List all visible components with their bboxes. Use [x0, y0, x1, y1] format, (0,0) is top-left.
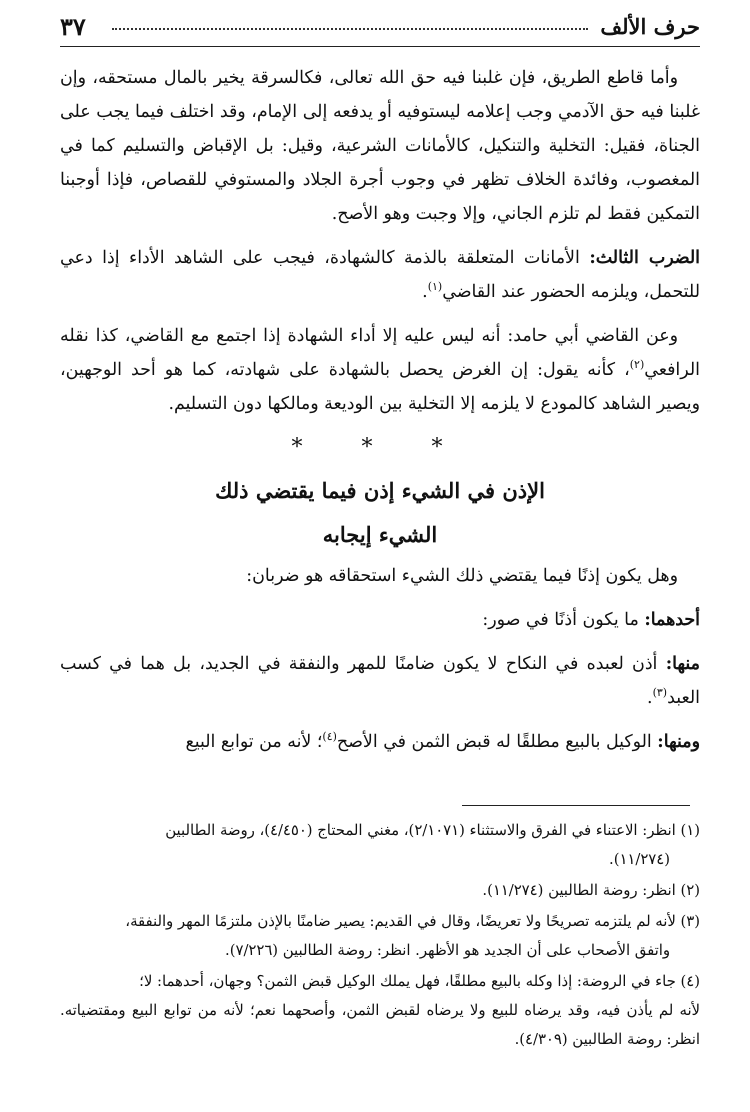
paragraph	[60, 319, 700, 421]
paragraph-text: أذن لعبده في النكاح لا يكون ضامنًا للمهر والنفقة في الجديد، بل هما في كسب العبد	[60, 654, 700, 708]
paragraph-text: وعن القاضي أبي حامد: أنه ليس عليه إلا أداء الشهادة إذا اجتمع مع القاضي، كذا نقله الرافعي	[60, 326, 700, 380]
footnote	[60, 816, 700, 874]
footnote-text: لأنه لم يأذن فيه، وقد يرضاه للبيع ولا يرضاه لقبض الثمن، وأصحهما نعم؛ لأنه من توابع البيع ومقتضياته. انظر: روضة الطالبين (٤/٣٠٩).	[60, 1002, 701, 1048]
chapter-title: حرف الألف	[600, 14, 700, 39]
paragraph-text: ما يكون أذنًا في صور:	[482, 610, 639, 630]
paragraph	[60, 725, 700, 759]
paragraph-text: ، كأنه يقول: إن الغرض يحصل بالشهادة على شهادته، كما هو أحد الوجهين، ويصير الشاهد كالمودع لا يلزمه إلا التخلية بين الوديعة ومالكها دون التسليم.	[60, 360, 700, 414]
footnote-ref[interactable]: (١)	[427, 280, 443, 294]
page-header	[60, 12, 700, 47]
footnote-text: (١١/٢٧٤).	[609, 851, 670, 868]
footnote	[60, 876, 700, 905]
paragraph: وهل يكون إذنًا فيما يقتضي ذلك الشيء استحقاقه هو ضربان:	[246, 566, 678, 586]
section-heading: الشيء إيجابه	[322, 522, 438, 547]
header-leader-dots	[112, 28, 588, 30]
section-divider-stars: * * *	[291, 435, 469, 460]
footnote-number: (٢)	[680, 882, 700, 899]
paragraph-end: .	[422, 282, 428, 302]
section-heading: الإذن في الشيء إذن فيما يقتضي ذلك	[215, 478, 545, 503]
footnotes	[60, 816, 700, 1056]
footnote-separator	[462, 805, 690, 806]
paragraph-text: الوكيل بالبيع مطلقًا له قبض الثمن في الأصح	[336, 732, 652, 752]
footnote-ref[interactable]: (٢)	[629, 358, 645, 372]
footnote-text: واتفق الأصحاب على أن الجديد هو الأظهر. انظر: روضة الطالبين (٧/٢٢٦).	[225, 942, 670, 959]
paragraph-end: .	[647, 688, 653, 708]
paragraph-text: الأمانات المتعلقة بالذمة كالشهادة، فيجب على الشاهد الأداء إذا دعي للتحمل، ويلزمه الحضور عند القاضي	[60, 248, 700, 302]
footnote-number: (٤)	[680, 973, 700, 990]
section-label: ومنها:	[657, 732, 700, 752]
footnote-number: (٣)	[680, 913, 700, 930]
page	[60, 12, 700, 769]
footnote-text: انظر: روضة الطالبين (١١/٢٧٤).	[482, 882, 676, 899]
section-label: الضرب الثالث:	[589, 248, 700, 268]
paragraph-text: ؛ لأنه من توابع البيع	[185, 732, 323, 752]
footnote-text: انظر: الاعتناء في الفرق والاستثناء (٢/١٠٧١)، مغني المحتاج (٤/٤٥٠)، روضة الطالبين	[165, 822, 676, 839]
footnote	[60, 967, 700, 1054]
section-label: منها:	[665, 654, 701, 674]
footnote-text: جاء في الروضة: إذا وكله بالبيع مطلقًا، فهل يملك الوكيل قبض الثمن؟ وجهان، أحدهما: لا؛	[139, 973, 676, 990]
paragraph: وأما قاطع الطريق، فإن غلبنا فيه حق الله تعالى، فكالسرقة يخير بالمال مستحقه، وإن غلبنا فيه حق الآدمي وجب إعلامه ليستوفيه أو يدفعه إلى الإمام، وقد اختلف فيما يجب على الجناة، فقيل: التخلية والتنكيل، كالأمانات الشرعية، وقيل: بل الإقباض والتسليم كما في المغصوب، وفائدة الخلاف تظهر في وجوب أجرة الجلاد والمستوفي للقصاص، فإذا أوجبنا التمكين فقط لم تلزم الجاني، وإلا وجبت وهو الأصح.	[60, 68, 700, 224]
paragraph	[60, 647, 700, 715]
footnote-ref[interactable]: (٤)	[322, 730, 337, 744]
section-label: أحدهما:	[644, 610, 700, 630]
footnote-number: (١)	[680, 822, 700, 839]
footnote	[60, 907, 700, 965]
footnote-ref[interactable]: (٣)	[652, 686, 668, 700]
paragraph	[60, 241, 700, 309]
page-number: ٣٧	[60, 12, 86, 41]
paragraph	[60, 603, 700, 637]
main-text	[60, 61, 700, 759]
footnote-text: لأنه لم يلتزمه تصريحًا ولا تعريضًا، وقال في القديم: يصير ضامنًا بالإذن ملتزمًا المهر والنفقة،	[125, 913, 676, 930]
